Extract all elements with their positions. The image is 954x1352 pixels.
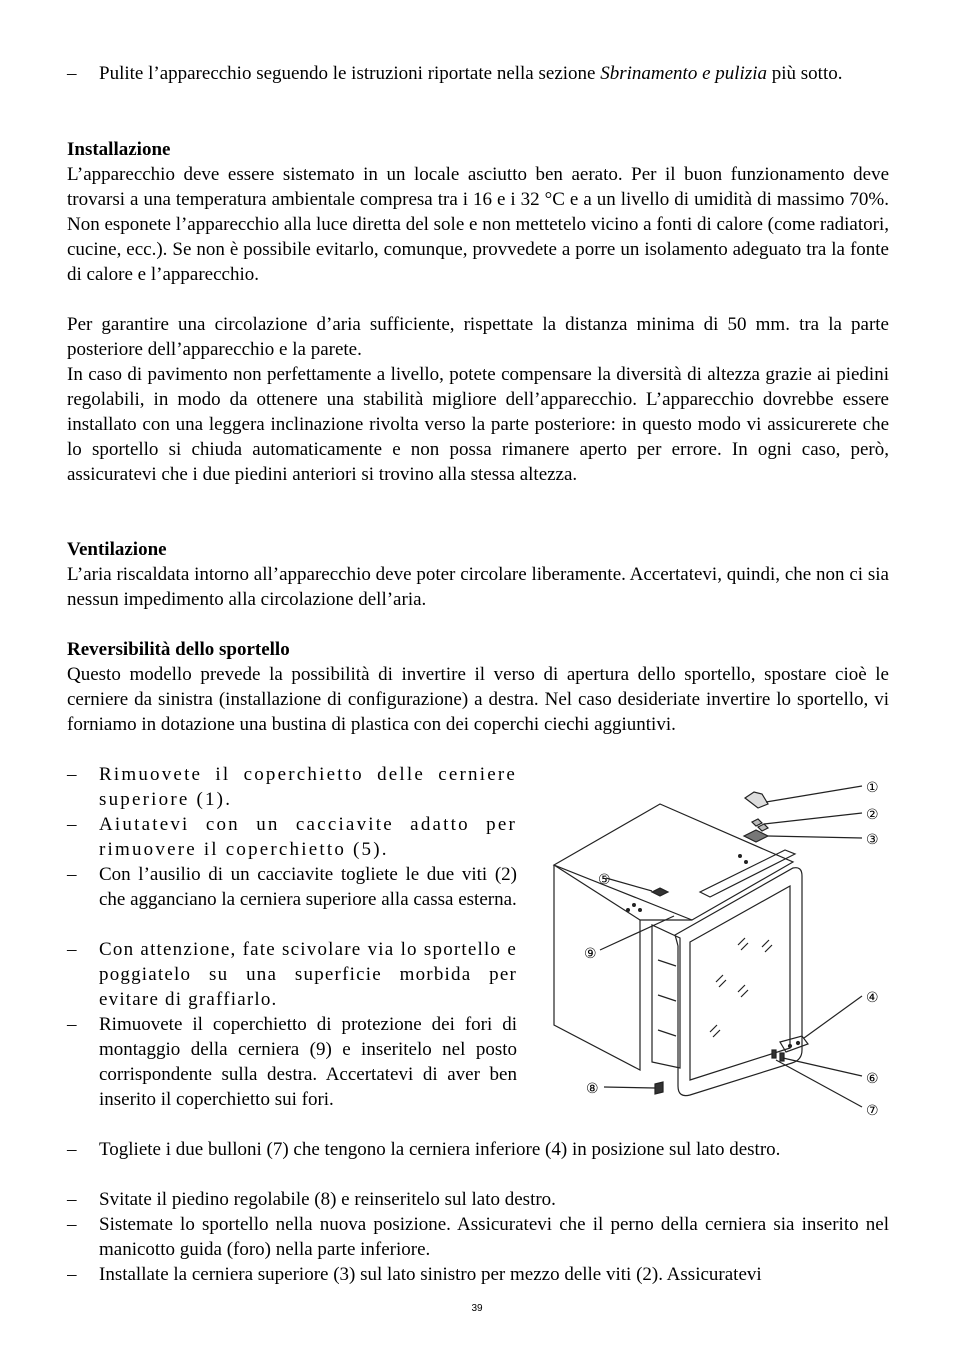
intro-text-before: Pulite l’apparecchio seguendo le istruzioni riportate nella sezione xyxy=(99,63,601,84)
step-item: – Sistemate lo sportello nella nuova posizione. Assicuratevi che il perno della cerniera sia inserito nel manicotto guida (foro) nella parte inferiore. xyxy=(67,1214,889,1260)
ventilazione-paragraph: L’aria riscaldata intorno all’apparecchio deve poter circolare liberamente. Accertatevi, quindi, che non ci sia nessun impedimento alla circolazione dell’aria. xyxy=(67,564,889,610)
cabinet-left-side xyxy=(554,865,640,1070)
step-item: – Rimuovete il coperchietto delle cerniere superiore (1). xyxy=(67,764,517,810)
upper-hinge-part xyxy=(744,830,768,842)
cap-part xyxy=(652,888,668,896)
intro-section-ref: Sbrinamento e pulizia xyxy=(600,63,767,84)
cabinet-opening xyxy=(652,925,680,1068)
label-3: ③ xyxy=(866,832,879,848)
intro-text-after: più sotto. xyxy=(767,63,843,84)
label-8: ⑧ xyxy=(586,1081,599,1097)
lower-hinge-part xyxy=(780,1036,808,1052)
intro-bullet xyxy=(67,61,889,86)
installazione-paragraph-2: Per garantire una circolazione d’aria sufficiente, rispettate la distanza minima di 50 mm. tra la parte posteriore dell’apparecchio e la parete. xyxy=(67,314,889,360)
ventilazione-heading: Ventilazione xyxy=(67,539,167,560)
door-reversal-diagram xyxy=(540,770,900,1130)
reversibilita-heading: Reversibilità dello sportello xyxy=(67,639,290,660)
step-item: – Aiutatevi con un cacciavite adatto per rimuovere il coperchietto (5). xyxy=(67,814,517,860)
label-7: ⑦ xyxy=(866,1103,879,1119)
installazione-paragraph-3: In caso di pavimento non perfettamente a livello, potete compensare la diversità di altezza grazie ai piedini regolabili, in modo da ottenere una stabilità migliore dell’apparecchio. L’apparecchio dovrebbe essere installato con una leggera inclinazione rivolta verso la parte posteriore: in questo modo vi assicurerete che lo sportello si chiuda automaticamente e non possa rimanere aperto per errore. In ogni caso, però, assicuratevi che i due piedini anteriori si trovino alla stessa altezza. xyxy=(67,364,889,485)
installazione-heading: Installazione xyxy=(67,139,171,160)
adjustable-foot xyxy=(655,1082,663,1094)
label-2: ② xyxy=(866,807,879,823)
label-6: ⑥ xyxy=(866,1071,879,1087)
step-item: – Togliete i due bulloni (7) che tengono la cerniera inferiore (4) in posizione sul lato destro. xyxy=(67,1139,781,1160)
installazione-paragraph-1: L’apparecchio deve essere sistemato in un locale asciutto ben aerato. Per il buon funzionamento deve trovarsi a una temperatura ambientale compresa tra i 16 e i 32 °C e a un livello di umidità di massimo 70%. Non esponete l’apparecchio alla luce diretta del sole e non mettetelo vicino a fonti di calore (come radiatori, cucine, ecc.). Se non è possibile evitarlo, comunque, provvedete a porre un isolamento adeguato tra la fonte di calore e l’apparecchio. xyxy=(67,164,889,285)
label-5: ⑤ xyxy=(598,872,611,888)
step-item: – Svitate il piedino regolabile (8) e reinseritelo sul lato destro. xyxy=(67,1189,556,1210)
page-number: 39 xyxy=(471,1303,483,1314)
label-4: ④ xyxy=(866,990,879,1006)
step-item: – Con l’ausilio di un cacciavite togliete le due viti (2) che agganciano la cerniera superiore alla cassa esterna. xyxy=(67,864,517,910)
step-item: – Con attenzione, fate scivolare via lo sportello e poggiatelo su una superficie morbida per evitare di graffiarlo. xyxy=(67,939,517,1010)
label-9: ⑨ xyxy=(584,946,597,962)
hinge-cover-part xyxy=(745,792,768,808)
step-item: – Rimuovete il coperchietto di protezione dei fori di montaggio della cerniera (9) e inseritelo nel posto corrispondente sulla destra. Accertatevi di aver ben inserito il coperchietto sui fori. xyxy=(67,1014,517,1110)
reversibilita-paragraph: Questo modello prevede la possibilità di invertire il verso di apertura dello sportello, spostare cioè le cerniere da sinistra (installazione di configurazione) a destra. Nel caso desideriate invertire lo sportello, vi forniamo in dotazione una bustina di plastica con dei coperchi ciechi aggiuntivi. xyxy=(67,664,889,735)
label-1: ① xyxy=(866,780,879,796)
bullet-dash: – xyxy=(67,63,77,84)
step-item: – Installate la cerniera superiore (3) sul lato sinistro per mezzo delle viti (2). Assicuratevi xyxy=(67,1264,762,1285)
